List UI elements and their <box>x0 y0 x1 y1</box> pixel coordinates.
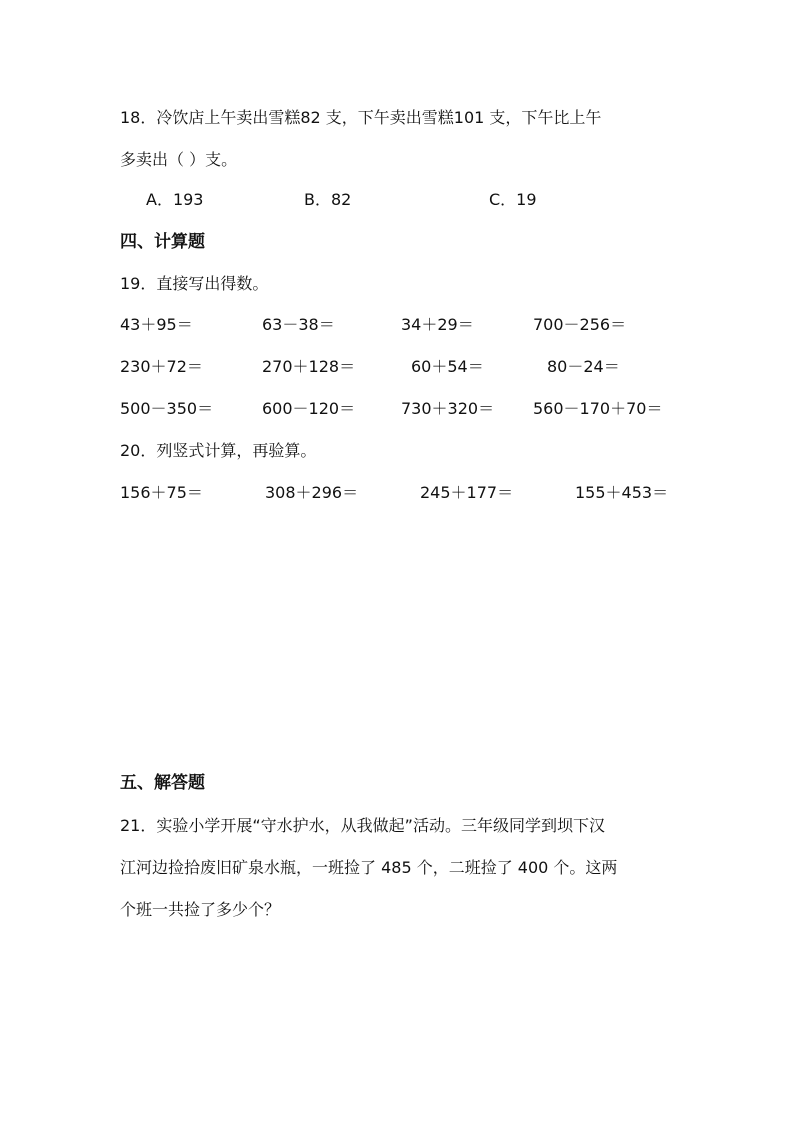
question-18-line-1: 18．冷饮店上午卖出雪糕82 支，下午卖出雪糕101 支，下午比上午 <box>120 108 602 127</box>
q19-expression: 270＋128＝ <box>262 357 356 376</box>
question-20-stem: 20．列竖式计算，再验算。 <box>120 441 317 460</box>
section-heading-word-problems: 五、解答题 <box>120 773 205 793</box>
vertical-calculation-workspace <box>120 515 680 755</box>
question-19-stem: 19．直接写出得数。 <box>120 274 269 293</box>
q19-expression: 43＋95＝ <box>120 315 193 334</box>
q19-expression: 63－38＝ <box>262 315 335 334</box>
answer-workspace <box>120 915 680 1095</box>
q19-expression: 600－120＝ <box>262 399 356 418</box>
section-heading-calculation: 四、计算题 <box>120 232 205 252</box>
question-18-option-a: A．193 <box>146 190 204 209</box>
question-18-option-b: B．82 <box>304 190 352 209</box>
question-21-line-2: 江河边捡拾废旧矿泉水瓶，一班捡了 485 个，二班捡了 400 个。这两 <box>120 858 618 877</box>
question-21-line-1: 21．实验小学开展“守水护水，从我做起”活动。三年级同学到坝下汉 <box>120 816 605 835</box>
q19-expression: 700－256＝ <box>533 315 627 334</box>
question-18-line-2: 多卖出（ ）支。 <box>120 150 238 169</box>
q19-expression: 80－24＝ <box>547 357 620 376</box>
q19-expression: 730＋320＝ <box>401 399 495 418</box>
q19-expression: 500－350＝ <box>120 399 214 418</box>
question-21-line-3: 个班一共捡了多少个？ <box>120 900 281 919</box>
q20-expression: 308＋296＝ <box>265 483 359 502</box>
q19-expression: 560－170＋70＝ <box>533 399 663 418</box>
q20-expression: 155＋453＝ <box>575 483 669 502</box>
q19-expression: 34＋29＝ <box>401 315 474 334</box>
q20-expression: 245＋177＝ <box>420 483 514 502</box>
q20-expression: 156＋75＝ <box>120 483 203 502</box>
question-18-option-c: C．19 <box>489 190 537 209</box>
q19-expression: 60＋54＝ <box>411 357 484 376</box>
q19-expression: 230＋72＝ <box>120 357 203 376</box>
